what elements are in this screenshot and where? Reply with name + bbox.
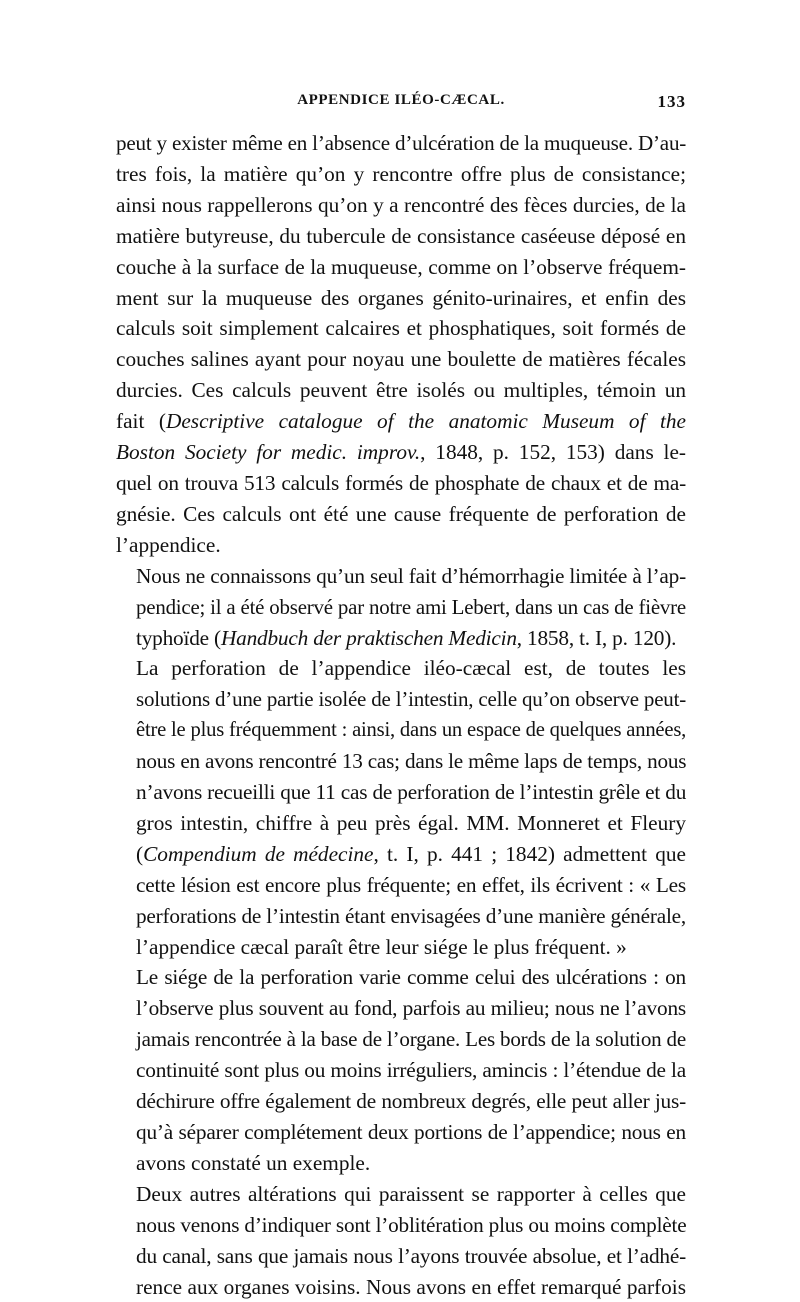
text-line xyxy=(116,715,686,746)
text-run: quel on trouva 513 calculs formés de phosphate de chaux et de ma- xyxy=(116,470,686,495)
text-run: rence aux organes voisins. Nous avons en effet remarqué parfois xyxy=(136,1274,686,1299)
text-run: jamais rencontrée à la base de l’organe. Les bords de la solution de xyxy=(136,1027,686,1052)
text-run: ( xyxy=(136,841,144,866)
text-line xyxy=(116,190,686,221)
text-line xyxy=(116,901,686,932)
text-line xyxy=(116,128,686,159)
text-run: qu’à séparer complétement deux portions de l’appendice; nous en xyxy=(136,1120,686,1144)
paragraph xyxy=(116,1179,686,1302)
text-line xyxy=(116,870,686,901)
paragraph xyxy=(116,561,686,654)
text-run: avons constaté un exemple. xyxy=(136,1150,371,1175)
paragraph xyxy=(116,653,686,962)
text-run: déchirure offre également de nombreux degrés, elle peut aller jus- xyxy=(136,1089,686,1114)
text-run: nous venons d’indiquer sont l’oblitération plus ou moins complète xyxy=(136,1212,687,1237)
text-line xyxy=(116,839,686,870)
text-run: gnésie. Ces calculs ont été une cause fréquente de perforation de xyxy=(116,501,686,526)
text-run: durcies. Ces calculs peuvent être isolés ou multiples, témoin un xyxy=(116,378,686,403)
text-run: être le plus fréquemment : ainsi, dans un espace de quelques années, xyxy=(136,719,687,742)
text-line xyxy=(116,1117,686,1148)
text-run: typhoïde ( xyxy=(136,625,221,650)
text-line xyxy=(116,1148,686,1179)
text-run: l’appendice cæcal paraît être leur siége le plus fréquent. » xyxy=(136,934,627,959)
running-header xyxy=(116,92,686,122)
book-page xyxy=(116,92,686,1302)
text-run: du canal, sans que jamais nous l’ayons trouvée absolue, et l’adhé- xyxy=(136,1243,686,1268)
body-text xyxy=(116,128,686,1302)
text-run: pendice; il a été observé par notre ami Lebert, dans un cas de fièvre xyxy=(136,594,686,619)
text-line xyxy=(116,344,686,375)
text-line xyxy=(116,283,686,314)
text-line xyxy=(116,1179,686,1210)
text-line xyxy=(116,530,686,561)
italic-text: Compendium de médecine xyxy=(143,841,374,866)
text-line xyxy=(116,962,686,993)
text-run: cette lésion est encore plus fréquente; en effet, ils écrivent : « Les xyxy=(136,872,686,897)
italic-text: Handbuch der praktischen Medicin xyxy=(220,625,517,650)
text-line xyxy=(116,1024,686,1055)
text-run: nous en avons rencontré 13 cas; dans le même laps de temps, nous xyxy=(136,749,687,774)
text-line xyxy=(116,252,686,283)
text-line xyxy=(116,499,686,530)
text-line xyxy=(116,1210,686,1241)
text-run: Nous ne connaissons qu’un seul fait d’hémorrhagie limitée à l’ap- xyxy=(136,563,686,588)
text-line xyxy=(116,561,686,592)
text-run: couche à la surface de la muqueuse, comme on l’observe fréquem- xyxy=(116,254,686,279)
paragraph xyxy=(116,128,686,561)
text-line xyxy=(116,313,686,344)
text-line xyxy=(116,932,686,963)
text-line xyxy=(116,406,686,437)
text-run: ment sur la muqueuse des organes génito-urinaires, et enfin des xyxy=(116,285,686,310)
text-line xyxy=(116,808,686,839)
italic-text: Descriptive catalogue of the anatomic Museum of the xyxy=(165,409,686,434)
text-run: perforations de l’intestin étant envisagées d’une manière générale, xyxy=(136,903,686,928)
text-run: couches salines ayant pour noyau une boulette de matières fécales xyxy=(116,347,686,372)
text-run: Le siége de la perforation varie comme celui des ulcérations : on xyxy=(136,965,686,990)
text-run: , 1858, t. I, p. 120). xyxy=(516,625,677,650)
text-run: La perforation de l’appendice iléo-cæcal est, de toutes les xyxy=(136,656,686,681)
text-run: gros intestin, chiffre à peu près égal. MM. Monneret et Fleury xyxy=(136,810,686,835)
text-run: l’appendice. xyxy=(116,532,221,557)
text-run: calculs soit simplement calcaires et phosphatiques, soit formés de xyxy=(116,316,686,341)
text-run: n’avons recueilli que 11 cas de perforation de l’intestin grêle et du xyxy=(136,780,687,805)
text-line xyxy=(116,993,686,1024)
text-line xyxy=(116,159,686,190)
italic-text: Boston Society for medic. improv. xyxy=(116,440,421,465)
text-line xyxy=(116,653,686,684)
text-line xyxy=(116,777,686,808)
text-run: matière butyreuse, du tubercule de consistance caséeuse déposé en xyxy=(116,223,686,248)
text-run: fait ( xyxy=(116,409,166,434)
text-run: solutions d’une partie isolée de l’intestin, celle qu’on observe peut- xyxy=(136,687,686,712)
text-line xyxy=(116,684,686,715)
text-line xyxy=(116,1055,686,1086)
text-run: , 1848, p. 152, 153) dans le- xyxy=(420,440,686,465)
text-line xyxy=(116,375,686,406)
text-run: l’observe plus souvent au fond, parfois au milieu; nous ne l’avons xyxy=(136,996,686,1021)
text-line xyxy=(116,468,686,499)
page-number: 133 xyxy=(657,92,686,111)
running-title: APPENDICE ILÉO-CÆCAL. xyxy=(297,92,505,108)
text-line xyxy=(116,437,686,468)
text-line xyxy=(116,746,686,777)
text-run: tres fois, la matière qu’on y rencontre offre plus de consistance; xyxy=(116,161,686,186)
paragraph xyxy=(116,962,686,1178)
text-line xyxy=(116,1086,686,1117)
text-line xyxy=(116,592,686,623)
text-run: ainsi nous rappellerons qu’on y a rencontré des fèces durcies, de la xyxy=(116,192,686,217)
text-run: , t. I, p. 441 ; 1842) admettent que xyxy=(373,841,686,866)
text-run: peut y exister même en l’absence d’ulcération de la muqueuse. D’au- xyxy=(116,131,687,155)
text-line xyxy=(116,1272,686,1302)
text-line xyxy=(116,221,686,252)
text-run: Deux autres altérations qui paraissent se rapporter à celles que xyxy=(136,1181,686,1206)
text-line xyxy=(116,1241,686,1272)
text-line xyxy=(116,623,686,654)
text-run: continuité sont plus ou moins irréguliers, amincis : l’étendue de la xyxy=(136,1058,686,1083)
